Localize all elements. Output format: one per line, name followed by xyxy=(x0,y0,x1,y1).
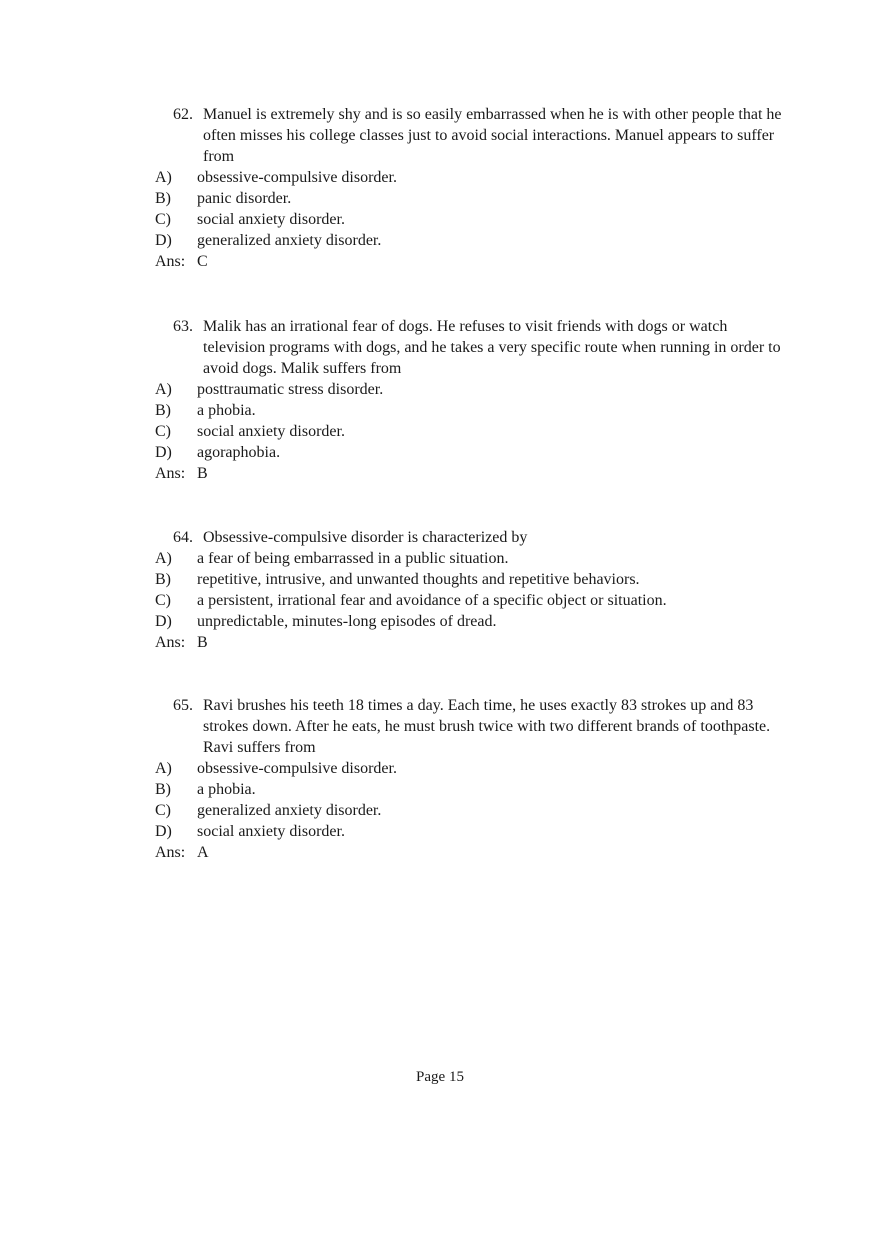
option-letter: D) xyxy=(155,613,172,630)
option-letter: C) xyxy=(155,592,171,609)
option-letter: B) xyxy=(155,402,171,419)
option-text: a persistent, irrational fear and avoidance of a specific object or situation. xyxy=(197,592,667,609)
question-text: Manuel is extremely shy and is so easily embarrassed when he is with other people that he often misses his college classes just to avoid social interactions. Manuel appears to suffer from xyxy=(203,106,782,165)
answer-label: Ans: xyxy=(155,253,186,270)
answer-label: Ans: xyxy=(155,844,186,861)
option-text: obsessive-compulsive disorder. xyxy=(197,169,397,186)
option-letter: C) xyxy=(155,423,171,440)
option-letter: C) xyxy=(155,802,171,819)
question-stem xyxy=(173,104,785,167)
option-text: panic disorder. xyxy=(197,190,292,207)
option-letter: A) xyxy=(155,550,172,567)
question-63 xyxy=(155,316,785,484)
option-letter: D) xyxy=(155,232,172,249)
option-text: social anxiety disorder. xyxy=(197,211,345,228)
answer-value: B xyxy=(197,634,208,651)
option-text: a phobia. xyxy=(197,781,256,798)
answer-value: A xyxy=(197,844,209,861)
answer-value: C xyxy=(197,253,208,270)
option-letter: A) xyxy=(155,381,172,398)
option-text: social anxiety disorder. xyxy=(197,423,345,440)
option-b xyxy=(155,569,785,590)
answer-label: Ans: xyxy=(155,634,186,651)
option-c xyxy=(155,800,785,821)
option-text: social anxiety disorder. xyxy=(197,823,345,840)
question-number: 63. xyxy=(173,318,193,335)
option-a xyxy=(155,758,785,779)
option-c xyxy=(155,421,785,442)
option-text: a fear of being embarrassed in a public situation. xyxy=(197,550,509,567)
option-letter: D) xyxy=(155,823,172,840)
option-letter: C) xyxy=(155,211,171,228)
question-text: Malik has an irrational fear of dogs. He refuses to visit friends with dogs or watch television programs with dogs, and he takes a very specific route when running in order to avoid dogs. Malik suffers from xyxy=(203,318,781,377)
page-number: Page 15 xyxy=(416,1069,464,1085)
question-stem xyxy=(173,527,785,548)
question-64 xyxy=(155,527,785,653)
question-stem xyxy=(173,695,785,758)
answer-value: B xyxy=(197,465,208,482)
option-d xyxy=(155,230,785,251)
option-c xyxy=(155,590,785,611)
option-d xyxy=(155,821,785,842)
option-text: repetitive, intrusive, and unwanted thoughts and repetitive behaviors. xyxy=(197,571,640,588)
question-text: Obsessive-compulsive disorder is characterized by xyxy=(203,529,528,546)
question-stem xyxy=(173,316,785,379)
option-a xyxy=(155,548,785,569)
option-text: generalized anxiety disorder. xyxy=(197,232,382,249)
question-number: 64. xyxy=(173,529,193,546)
option-text: generalized anxiety disorder. xyxy=(197,802,382,819)
question-62 xyxy=(155,104,785,272)
option-letter: B) xyxy=(155,781,171,798)
option-text: agoraphobia. xyxy=(197,444,281,461)
question-number: 65. xyxy=(173,697,193,714)
option-letter: B) xyxy=(155,190,171,207)
answer-label: Ans: xyxy=(155,465,186,482)
answer-line xyxy=(155,251,785,272)
option-letter: A) xyxy=(155,169,172,186)
question-65 xyxy=(155,695,785,863)
option-text: obsessive-compulsive disorder. xyxy=(197,760,397,777)
answer-line xyxy=(155,842,785,863)
answer-line xyxy=(155,463,785,484)
option-b xyxy=(155,400,785,421)
answer-line xyxy=(155,632,785,653)
option-text: unpredictable, minutes-long episodes of dread. xyxy=(197,613,497,630)
option-letter: B) xyxy=(155,571,171,588)
option-text: posttraumatic stress disorder. xyxy=(197,381,384,398)
option-a xyxy=(155,379,785,400)
option-c xyxy=(155,209,785,230)
option-a xyxy=(155,167,785,188)
option-b xyxy=(155,779,785,800)
question-number: 62. xyxy=(173,106,193,123)
question-text: Ravi brushes his teeth 18 times a day. Each time, he uses exactly 83 strokes up and 83 strokes down. After he eats, he must brush twice with two different brands of toothpaste. Ravi suffers from xyxy=(203,697,771,756)
option-d xyxy=(155,442,785,463)
option-b xyxy=(155,188,785,209)
option-d xyxy=(155,611,785,632)
option-text: a phobia. xyxy=(197,402,256,419)
option-letter: A) xyxy=(155,760,172,777)
option-letter: D) xyxy=(155,444,172,461)
